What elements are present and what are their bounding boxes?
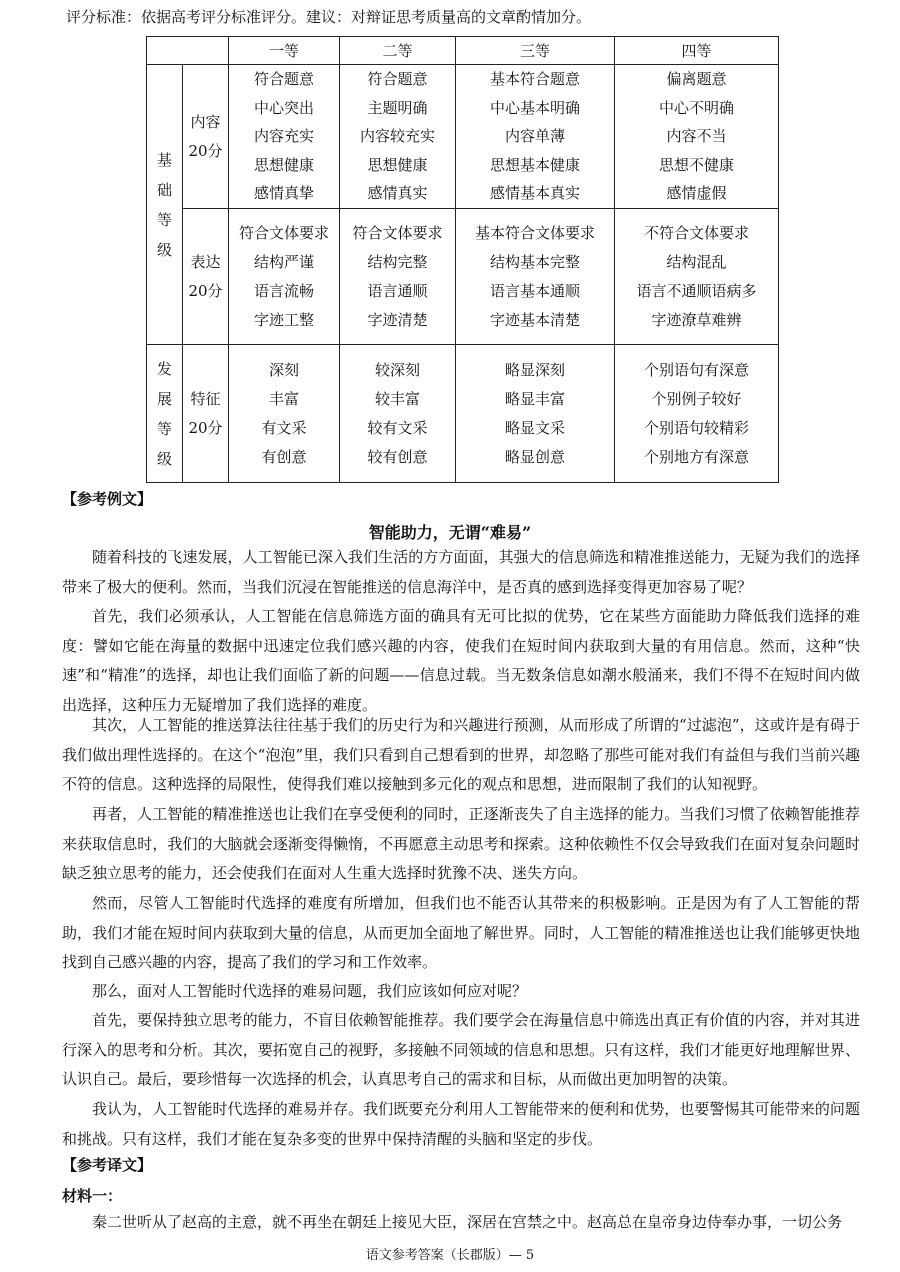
rubric-cell <box>456 345 615 483</box>
essay-paragraph: 首先，我们必须承认，人工智能在信息筛选方面的确具有无可比拟的优势，它在某些方面能助力降低我们选择的难度：譬如它能在海量的数据中迅速定位我们感兴趣的内容，使我们在短时间内获取到大量的有用信息。然而，这种“快速”和“精准”的选择，却也让我们面临了新的问题——信息过载。当无数条信息如潮水般涌来，我们不得不在短时间内做出选择，这种压力无疑增加了我们选择的难度。 <box>62 607 860 714</box>
row-label <box>183 209 229 345</box>
rubric-cell-line: 偏离题意 <box>666 70 727 89</box>
group-label-char: 级 <box>156 449 172 468</box>
sample-essay-heading: 【参考例文】 <box>62 490 153 508</box>
rubric-cell-line: 基本符合文体要求 <box>474 223 595 242</box>
grade-header: 三等 <box>456 37 615 65</box>
rubric-cell <box>229 345 340 483</box>
row-label-score: 20分 <box>188 141 223 160</box>
row-label-name: 特征 <box>190 390 221 408</box>
group-label <box>147 354 182 474</box>
rubric-cell <box>340 345 456 483</box>
essay-paragraph: 其次，人工智能的推送算法往往基于我们的历史行为和兴趣进行预测，从而形成了所谓的“过滤泡”，这或许是有碍于我们做出理性选择的。在这个“泡泡”里，我们只看到自己想看到的世界，却忽略了那些可能对我们有益但与我们当前兴趣不符的信息。这种选择的局限性，使得我们难以接触到多元化的观点和思想，进而限制了我们的认知视野。 <box>62 716 860 793</box>
rubric-cell-line: 基本符合题意 <box>489 70 580 89</box>
essay-paragraph: 我认为，人工智能时代选择的难易并存。我们既要充分利用人工智能带来的便利和优势，也要警惕其可能带来的问题和挑战。只有这样，我们才能在复杂多变的世界中保持清醒的头脑和坚定的步伐。 <box>62 1100 860 1148</box>
rubric-cell-line: 思想不健康 <box>658 155 734 174</box>
rubric-cell-line: 符合文体要求 <box>238 223 329 242</box>
group-label-char: 础 <box>156 180 172 199</box>
group-label-char: 等 <box>156 210 172 229</box>
rubric-cell-line: 感情真挚 <box>253 184 314 203</box>
rubric-cell-line: 内容单薄 <box>504 127 565 146</box>
essay-paragraph: 随着科技的飞速发展，人工智能已深入我们生活的方方面面，其强大的信息筛选和精准推送能力，无疑为我们的选择带来了极大的便利。然而，当我们沉浸在智能推送的信息海洋中，是否真的感到选择变得更加容易了呢？ <box>62 548 860 596</box>
rubric-cell-line: 略显丰富 <box>504 389 565 408</box>
rubric-cell-line: 语言基本通顺 <box>489 281 580 300</box>
table-corner-cell <box>147 37 229 65</box>
group-label-char: 发 <box>156 359 172 378</box>
rubric-cell-line: 内容不当 <box>666 127 727 146</box>
rubric-cell-line: 字迹工整 <box>253 310 314 329</box>
rubric-cell-line: 个别语句较精彩 <box>643 418 749 437</box>
material-text: 秦二世听从了赵高的主意，就不再坐在朝廷上接见大臣，深居在宫禁之中。赵高总在皇帝身边侍奉办事，一切公务 <box>92 1213 843 1231</box>
rubric-cell-line: 中心突出 <box>253 98 314 117</box>
rubric-cell-line: 结构混乱 <box>666 252 727 271</box>
rubric-cell-line: 符合文体要求 <box>352 223 443 242</box>
rubric-cell-line: 语言不通顺语病多 <box>636 281 757 300</box>
rubric-cell-line: 结构完整 <box>367 252 428 271</box>
rubric-cell <box>615 65 779 209</box>
rubric-cell-line: 字迹清楚 <box>367 310 428 329</box>
rubric-cell <box>229 209 340 345</box>
grade-header: 四等 <box>615 37 779 65</box>
rubric-cell-line: 个别地方有深意 <box>643 447 749 466</box>
rubric-cell-line: 感情基本真实 <box>489 184 580 203</box>
row-label-name: 表达 <box>190 253 221 271</box>
rubric-cell-line: 符合题意 <box>367 70 428 89</box>
rubric-cell <box>340 65 456 209</box>
rubric-cell-line: 有创意 <box>261 447 307 466</box>
rubric-cell-line: 略显创意 <box>504 447 565 466</box>
essay-title: 智能助力，无谓“难易” <box>368 523 532 542</box>
rubric-cell <box>340 209 456 345</box>
rubric-cell-line: 深刻 <box>268 360 299 379</box>
row-label-score: 20分 <box>188 418 223 437</box>
rubric-cell-line: 有文采 <box>261 418 307 437</box>
rubric-cell-line: 结构严谨 <box>253 252 314 271</box>
rubric-cell-line: 思想基本健康 <box>489 155 580 174</box>
rubric-cell-line: 略显文采 <box>504 418 565 437</box>
translation-heading: 【参考译文】 <box>62 1156 153 1174</box>
scoring-standard-text: 评分标准：依据高考评分标准评分。建议：对辩证思考质量高的文章酌情加分。 <box>66 8 592 26</box>
rubric-cell-line: 字迹潦草难辨 <box>651 310 742 329</box>
group-label-char: 展 <box>156 389 172 408</box>
rubric-cell-line: 较丰富 <box>374 389 420 408</box>
rubric-cell-line: 字迹基本清楚 <box>489 310 580 329</box>
rubric-cell-line: 符合题意 <box>253 70 314 89</box>
material-label: 材料一： <box>62 1187 123 1205</box>
rubric-cell-line: 感情虚假 <box>666 184 727 203</box>
essay-paragraph: 再者，人工智能的精准推送也让我们在享受便利的同时，正逐渐丧失了自主选择的能力。当我们习惯了依赖智能推荐来获取信息时，我们的大脑就会逐渐变得懒惰，不再愿意主动思考和探索。这种依赖性不仅会导致我们在面对复杂问题时缺乏独立思考的能力，还会使我们在面对人生重大选择时犹豫不决、迷失方向。 <box>62 805 860 882</box>
rubric-cell-line: 结构基本完整 <box>489 252 580 271</box>
rubric-cell-line: 略显深刻 <box>504 360 565 379</box>
development-level-group <box>147 345 183 483</box>
rubric-cell-line: 个别语句有深意 <box>643 360 749 379</box>
row-label <box>183 345 229 483</box>
rubric-table <box>146 36 779 483</box>
group-label-char: 等 <box>156 419 172 438</box>
grade-header: 一等 <box>229 37 340 65</box>
rubric-cell-line: 思想健康 <box>253 155 314 174</box>
rubric-cell-line: 内容充实 <box>253 127 314 146</box>
basic-level-group <box>147 65 183 345</box>
rubric-cell-line: 不符合文体要求 <box>643 223 749 242</box>
row-label-score: 20分 <box>188 281 223 300</box>
rubric-cell-line: 主题明确 <box>367 98 428 117</box>
row-label <box>183 65 229 209</box>
row-label-name: 内容 <box>190 113 221 131</box>
essay-paragraph: 首先，要保持独立思考的能力，不盲目依赖智能推荐。我们要学会在海量信息中筛选出真正有价值的内容，并对其进行深入的思考和分析。其次，要拓宽自己的视野，多接触不同领域的信息和思想。只有这样，我们才能更好地理解世界、认识自己。最后，要珍惜每一次选择的机会，认真思考自己的需求和目标，从而做出更加明智的决策。 <box>62 1011 860 1088</box>
essay-paragraph: 然而，尽管人工智能时代选择的难度有所增加，但我们也不能否认其带来的积极影响。正是因为有了人工智能的帮助，我们才能在短时间内获取到大量的信息，从而更加全面地了解世界。同时，人工智能的精准推送也让我们能够更快地找到自己感兴趣的内容，提高了我们的学习和工作效率。 <box>62 894 860 971</box>
rubric-cell-line: 中心基本明确 <box>489 98 580 117</box>
rubric-cell <box>456 65 615 209</box>
rubric-cell-line: 较有创意 <box>367 447 428 466</box>
rubric-cell-line: 语言通顺 <box>367 281 428 300</box>
rubric-cell-line: 思想健康 <box>367 155 428 174</box>
grade-header: 二等 <box>340 37 456 65</box>
rubric-cell <box>615 345 779 483</box>
group-label-char: 级 <box>156 240 172 259</box>
rubric-cell <box>456 209 615 345</box>
rubric-cell-line: 中心不明确 <box>658 98 734 117</box>
rubric-cell-line: 丰富 <box>268 389 299 408</box>
rubric-cell-line: 较有文采 <box>367 418 428 437</box>
rubric-cell <box>229 65 340 209</box>
essay-paragraph: 那么，面对人工智能时代选择的难易问题，我们应该如何应对呢？ <box>92 982 528 1000</box>
rubric-cell-line: 较深刻 <box>374 360 420 379</box>
group-label-char: 基 <box>156 150 172 169</box>
page-footer: 语文参考答案（长郡版）— 5 <box>365 1248 535 1263</box>
rubric-cell-line: 个别例子较好 <box>651 389 742 408</box>
rubric-cell-line: 内容较充实 <box>359 127 435 146</box>
rubric-cell-line: 感情真实 <box>367 184 428 203</box>
rubric-cell <box>615 209 779 345</box>
rubric-cell-line: 语言流畅 <box>253 281 314 300</box>
group-label <box>147 145 182 265</box>
